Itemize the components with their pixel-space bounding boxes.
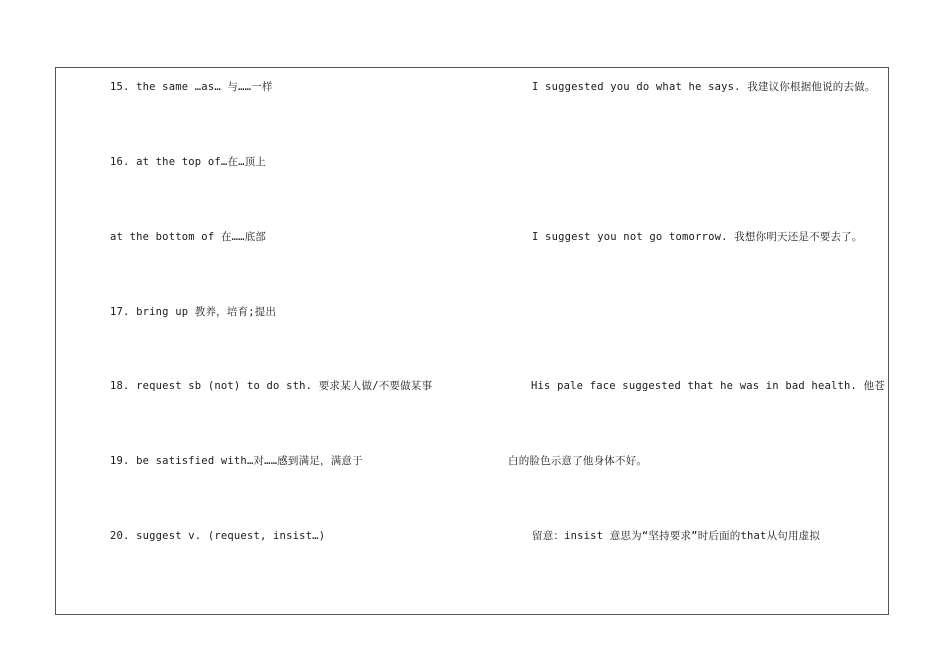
- example-pale-face: His pale face suggested that he was in bad health. 他苍: [531, 380, 885, 392]
- entry-16-bottom: at the bottom of 在……底部: [110, 231, 267, 243]
- entry-15: 15. the same …as… 与……一样: [110, 81, 273, 93]
- entry-20: 20. suggest v. (request, insist…): [110, 530, 326, 542]
- entry-17: 17. bring up 教养，培育;提出: [110, 306, 277, 318]
- example-suggest-do: I suggested you do what he says. 我建议你根据他说的去做。: [532, 81, 876, 93]
- entry-19: 19. be satisfied with…对……感到满足，满意于: [110, 455, 363, 467]
- entry-16: 16. at the top of…在…顶上: [110, 156, 267, 168]
- example-pale-face-cont: 白的脸色示意了他身体不好。: [508, 455, 648, 467]
- example-suggest-not-go: I suggest you not go tomorrow. 我想你明天还是不要去了。: [532, 231, 863, 243]
- note-insist: 留意：insist 意思为“坚持要求”时后面的that从句用虚拟: [532, 530, 821, 542]
- entry-18: 18. request sb (not) to do sth. 要求某人做/不要做某事: [110, 380, 433, 392]
